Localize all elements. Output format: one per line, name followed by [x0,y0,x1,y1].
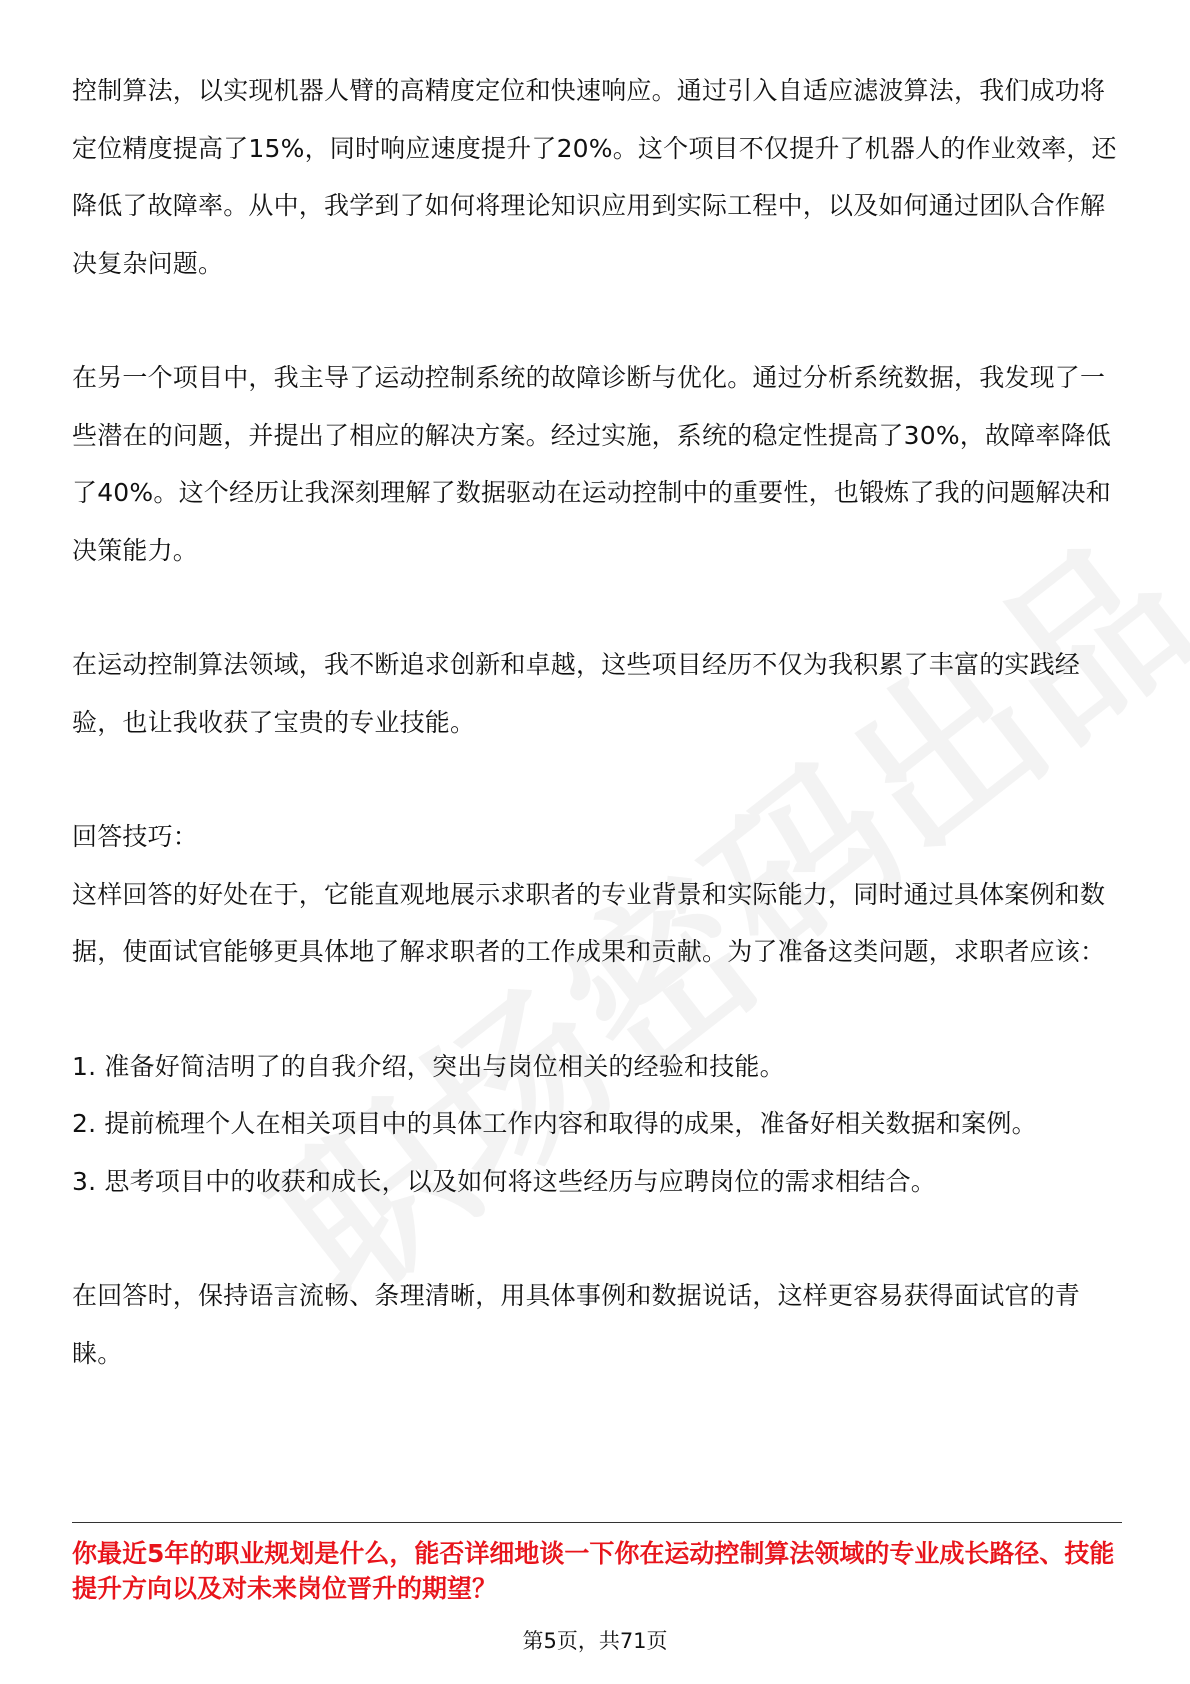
list-item: 1. 准备好简洁明了的自我介绍，突出与岗位相关的经验和技能。 [72,1051,785,1081]
next-question: 你最近5年的职业规划是什么，能否详细地谈一下你在运动控制算法领域的专业成长路径、技能提升方向以及对未来岗位晋升的期望？ [72,1539,1115,1603]
page-number: 第5页，共71页 [522,1629,668,1653]
page-body [72,62,1122,1382]
tips-heading: 回答技巧： [72,822,199,851]
list-item: 2. 提前梳理个人在相关项目中的具体工作内容和取得的成果，准备好相关数据和案例。 [72,1109,1037,1138]
paragraph-project-2: 在另一个项目中，我主导了运动控制系统的故障诊断与优化。通过分析系统数据，我发现了一些潜在的问题，并提出了相应的解决方案。经过实施，系统的稳定性提高了30%，故障率降低了40%。这个经历让我深刻理解了数据驱动在运动控制中的重要性，也锻炼了我的问题解决和决策能力。 [72,363,1111,565]
paragraph-summary: 在运动控制算法领域，我不断追求创新和卓越，这些项目经历不仅为我积累了丰富的实践经验，也让我收获了宝贵的专业技能。 [72,650,1081,737]
paragraph-closing: 在回答时，保持语言流畅、条理清晰，用具体事例和数据说话，这样更容易获得面试官的青睐。 [72,1281,1081,1368]
paragraph-project-1: 控制算法，以实现机器人臂的高精度定位和快速响应。通过引入自适应滤波算法，我们成功将定位精度提高了15%，同时响应速度提升了20%。这个项目不仅提升了机器人的作业效率，还降低了故障率。从中，我学到了如何将理论知识应用到实际工程中，以及如何通过团队合作解决复杂问题。 [72,76,1117,278]
divider [72,1522,1122,1523]
list-item: 3. 思考项目中的收获和成长，以及如何将这些经历与应聘岗位的需求相结合。 [72,1166,937,1196]
paragraph-tips: 这样回答的好处在于，它能直观地展示求职者的专业背景和实际能力，同时通过具体案例和数据，使面试官能够更具体地了解求职者的工作成果和贡献。为了准备这类问题，求职者应该： [72,879,1106,966]
